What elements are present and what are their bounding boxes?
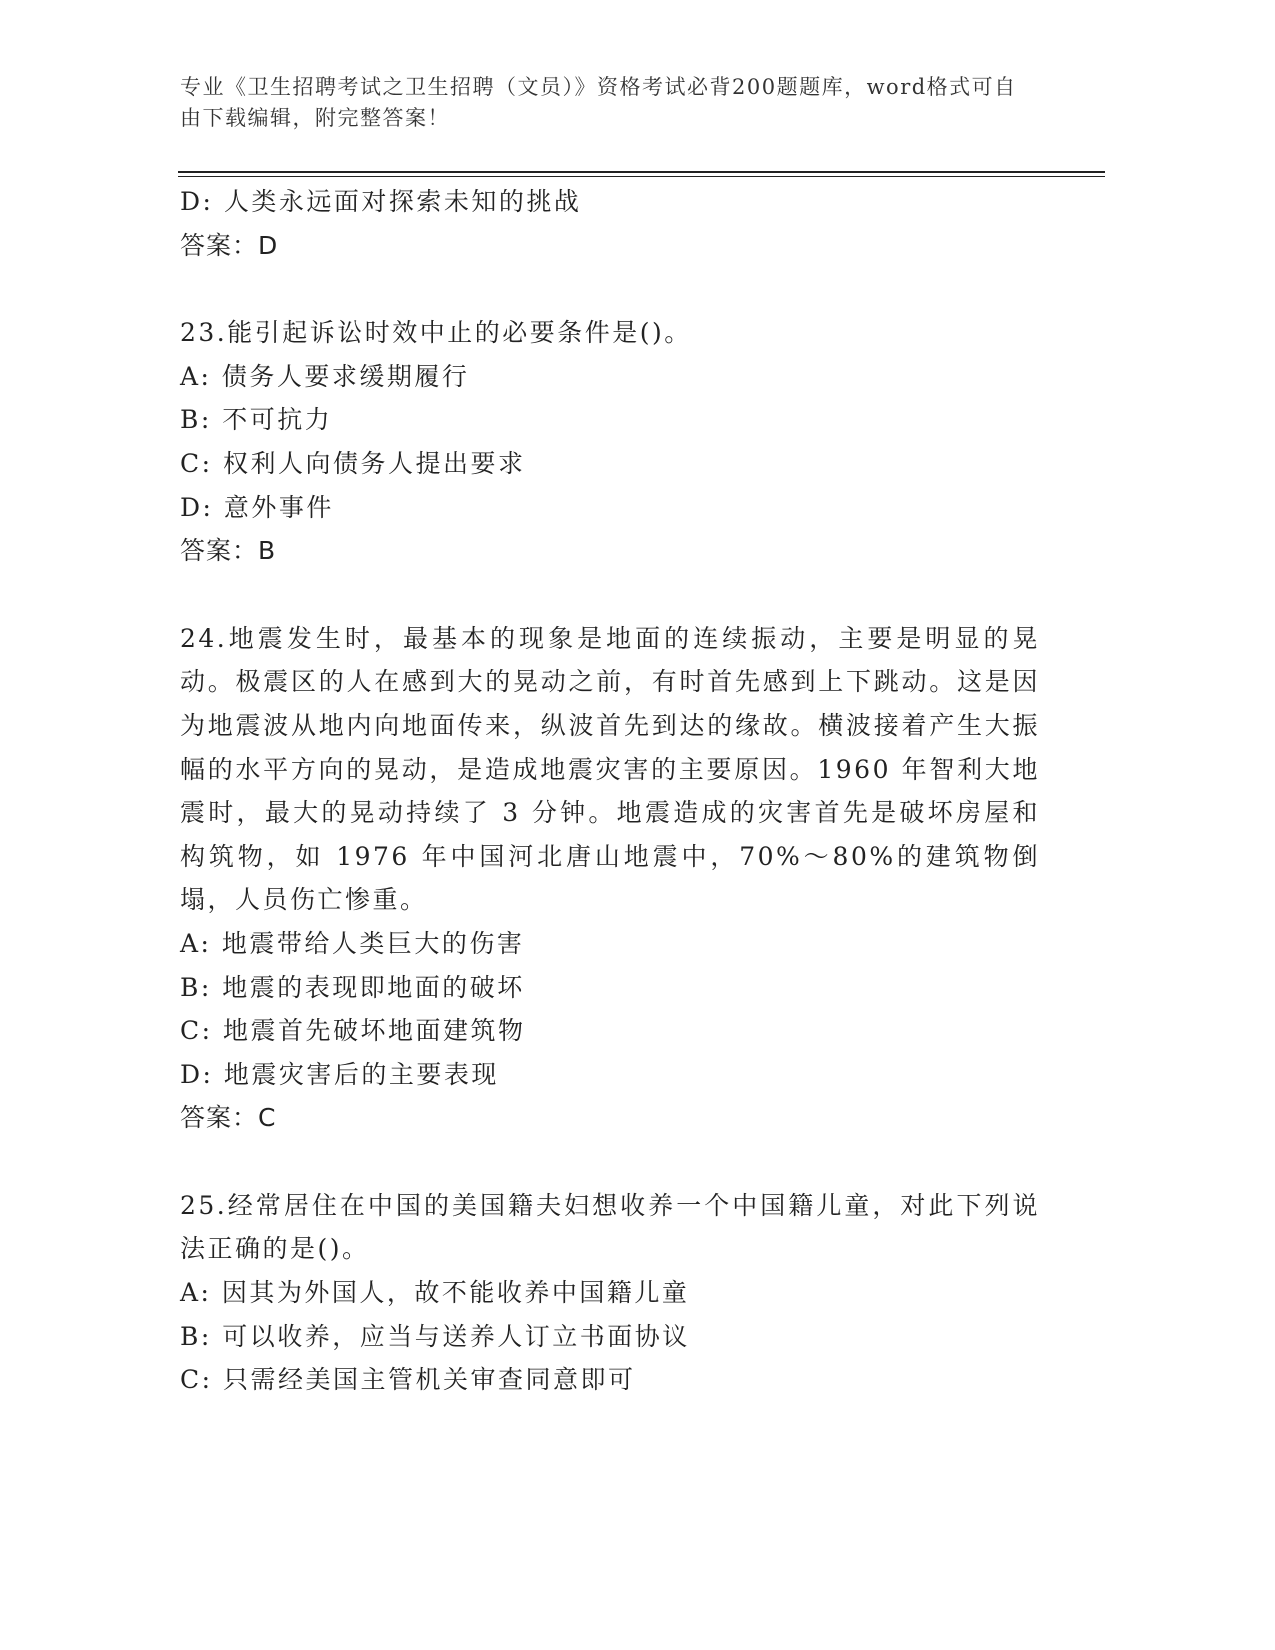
spacer: [180, 1140, 1040, 1184]
q23-option-c: C: 权利人向债务人提出要求: [180, 448, 526, 478]
q24-option-b: B: 地震的表现即地面的破坏: [180, 972, 525, 1002]
q23-stem: 23.能引起诉讼时效中止的必要条件是()。: [180, 318, 692, 348]
prev-answer: 答案：D: [180, 230, 279, 260]
q24-option-a: A: 地震带给人类巨大的伤害: [180, 928, 525, 958]
spacer: [180, 267, 1040, 311]
q25-stem: 25.经常居住在中国的美国籍夫妇想收养一个中国籍儿童，对此下列说法正确的是()。: [180, 1190, 1040, 1264]
header-rule-thin: [178, 176, 1105, 177]
q23-option-d: D: 意外事件: [180, 492, 334, 522]
document-body: [180, 180, 1040, 1402]
q23-answer: 答案：B: [180, 536, 277, 566]
q25-option-b: B: 可以收养，应当与送养人订立书面协议: [180, 1321, 690, 1351]
q24-option-d: D: 地震灾害后的主要表现: [180, 1059, 499, 1089]
q24-stem: 24.地震发生时，最基本的现象是地面的连续振动，主要是明显的晃动。极震区的人在感到大的晃动之前，有时首先感到上下跳动。这是因为地震波从地内向地面传来，纵波首先到达的缘故。横波接着产生大振幅的水平方向的晃动，是造成地震灾害的主要原因。1960 年智利大地震时，最大的晃动持续了 3 分钟。地震造成的灾害首先是破坏房屋和构筑物，如 1976 年中国河北唐山地震中，70%～80%的建筑物倒塌，人员伤亡惨重。: [180, 623, 1040, 915]
q25-option-c: C: 只需经美国主管机关审查同意即可: [180, 1365, 636, 1395]
document-header: 专业《卫生招聘考试之卫生招聘（文员）》资格考试必背200题题库，word格式可自由下载编辑，附完整答案！: [180, 75, 1017, 130]
q23-option-b: B: 不可抗力: [180, 405, 333, 435]
prev-option-d: D: 人类永远面对探索未知的挑战: [180, 187, 582, 216]
q24-option-c: C: 地震首先破坏地面建筑物: [180, 1016, 526, 1046]
spacer: [180, 573, 1040, 617]
header-rule-thick: [178, 171, 1105, 173]
q25-option-a: A: 因其为外国人，故不能收养中国籍儿童: [180, 1278, 690, 1308]
q23-option-a: A: 债务人要求缓期履行: [180, 361, 470, 391]
q24-answer: 答案：C: [180, 1103, 277, 1133]
